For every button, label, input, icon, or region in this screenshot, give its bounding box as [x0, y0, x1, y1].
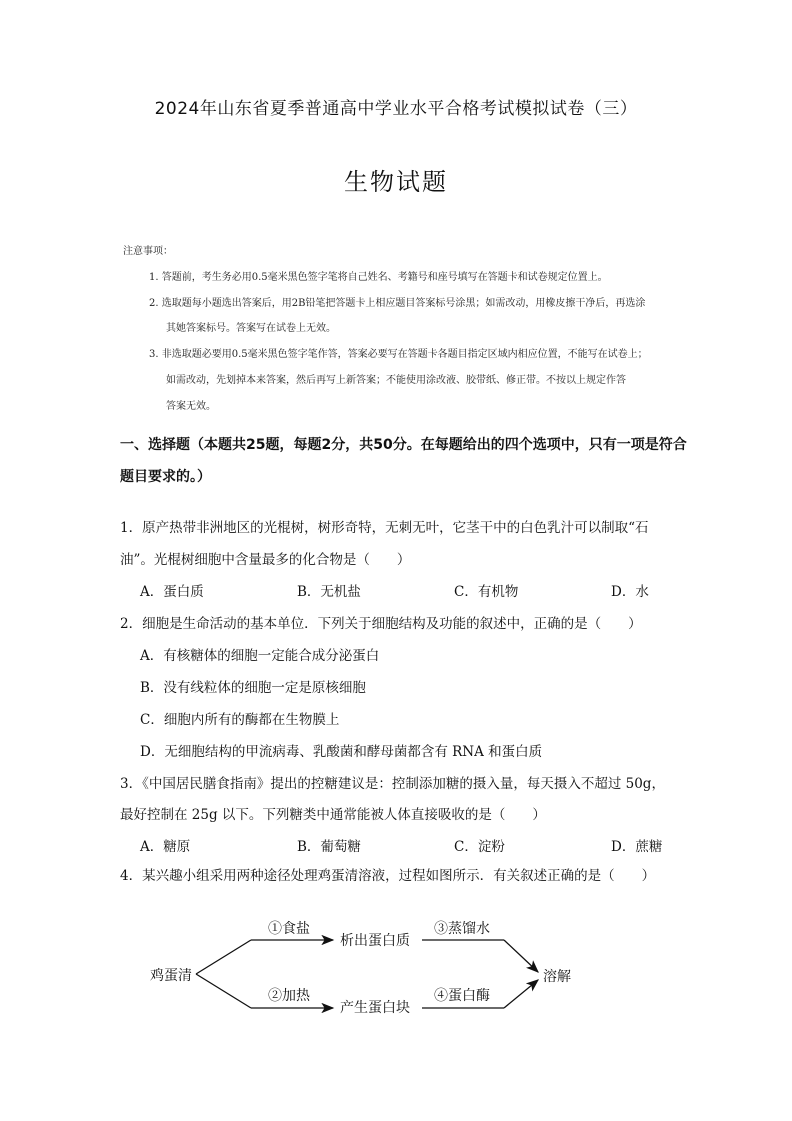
note-item-3-cont: 如需改动，先划掉本来答案，然后再写上新答案；不能使用涂改液、胶带纸、修正带。不按以上规定作答 [166, 375, 626, 386]
question-1-line2: 油”。光棍树细胞中含量最多的化合物是（ ） [120, 552, 411, 568]
diagram-arrow-to-end-bottom [504, 980, 538, 1008]
question-1-line1: 1．原产热带非洲地区的光棍树，树形奇特，无刺无叶，它茎干中的白色乳汁可以制取“石 [120, 520, 649, 536]
diagram-start-label: 鸡蛋清 [150, 968, 192, 984]
note-item-2: 2. 选取题每小题选出答案后，用2B铅笔把答题卡上相应题目答案标号涂黑；如需改动，用橡皮擦干净后，再选涂 [149, 298, 646, 309]
question-4-stem: 4．某兴趣小组采用两种途径处理鸡蛋清溶液，过程如图所示．有关叙述正确的是（ ） [120, 868, 656, 884]
question-2-stem: 2．细胞是生命活动的基本单位．下列关于细胞结构及功能的叙述中，正确的是（ ） [120, 616, 642, 632]
diagram-end-label: 溶解 [543, 969, 571, 985]
note-item-1: 1. 答题前，考生务必用0.5毫米黑色签字笔将自己姓名、考籍号和座号填写在答题卡和试卷规定位置上。 [149, 272, 608, 283]
question-1-option-d[interactable]: D．水 [611, 584, 649, 600]
diagram-branch-line-top [196, 940, 251, 974]
question-2-option-c[interactable]: C．细胞内所有的酶都在生物膜上 [140, 712, 340, 728]
diagram-arrow-to-end-top [504, 940, 538, 972]
notes-heading: 注意事项： [123, 246, 173, 257]
exam-title: 2024年山东省夏季普通高中学业水平合格考试模拟试卷（三） [154, 99, 638, 119]
question-3-line1: 3．《中国居民膳食指南》提出的控糖建议是：控制添加糖的摄入量，每天摄入不超过 50g， [120, 776, 665, 792]
diagram-result1-label: 析出蛋白质 [340, 933, 410, 949]
diagram-result2-label: 产生蛋白块 [340, 1000, 410, 1016]
question-1-option-b[interactable]: B．无机盐 [297, 584, 361, 600]
note-item-2-cont: 其她答案标号。答案写在试卷上无效。 [166, 323, 336, 334]
section-heading-line1: 一、选择题（本题共25题，每题2分，共50分。在每题给出的四个选项中，只有一项是符合 [120, 437, 687, 453]
question-1-option-a[interactable]: A．蛋白质 [140, 584, 204, 600]
diagram-step4-label: ④蛋白酶 [434, 988, 490, 1004]
exam-subtitle: 生物试题 [344, 168, 448, 196]
question-2-option-d[interactable]: D．无细胞结构的甲流病毒、乳酸菌和酵母菌都含有 RNA 和蛋白质 [140, 744, 543, 760]
diagram-step3-label: ③蒸馏水 [434, 921, 490, 937]
question-3-option-c[interactable]: C．淀粉 [454, 839, 505, 855]
question-3-line2: 最好控制在 25g 以下。下列糖类中通常能被人体直接吸收的是（ ） [120, 807, 546, 823]
question-3-option-d[interactable]: D．蔗糖 [611, 839, 663, 855]
question-1-option-c[interactable]: C．有机物 [454, 584, 519, 600]
question-2-option-b[interactable]: B．没有线粒体的细胞一定是原核细胞 [140, 680, 366, 696]
question-3-option-a[interactable]: A．糖原 [140, 839, 191, 855]
note-item-3-cont2: 答案无效。 [166, 401, 216, 412]
diagram-step2-label: ②加热 [268, 988, 310, 1004]
egg-white-process-diagram [0, 900, 792, 1040]
diagram-step1-label: ①食盐 [268, 921, 310, 937]
question-2-option-a[interactable]: A．有核糖体的细胞一定能合成分泌蛋白 [140, 648, 380, 664]
section-heading-line2: 题目要求的。） [120, 469, 211, 485]
diagram-branch-line-bottom [196, 974, 251, 1008]
question-3-option-b[interactable]: B．葡萄糖 [297, 839, 361, 855]
note-item-3: 3. 非选取题必要用0.5毫米黑色签字笔作答，答案必要写在答题卡各题目指定区域内相应位置，不能写在试卷上； [149, 349, 648, 360]
